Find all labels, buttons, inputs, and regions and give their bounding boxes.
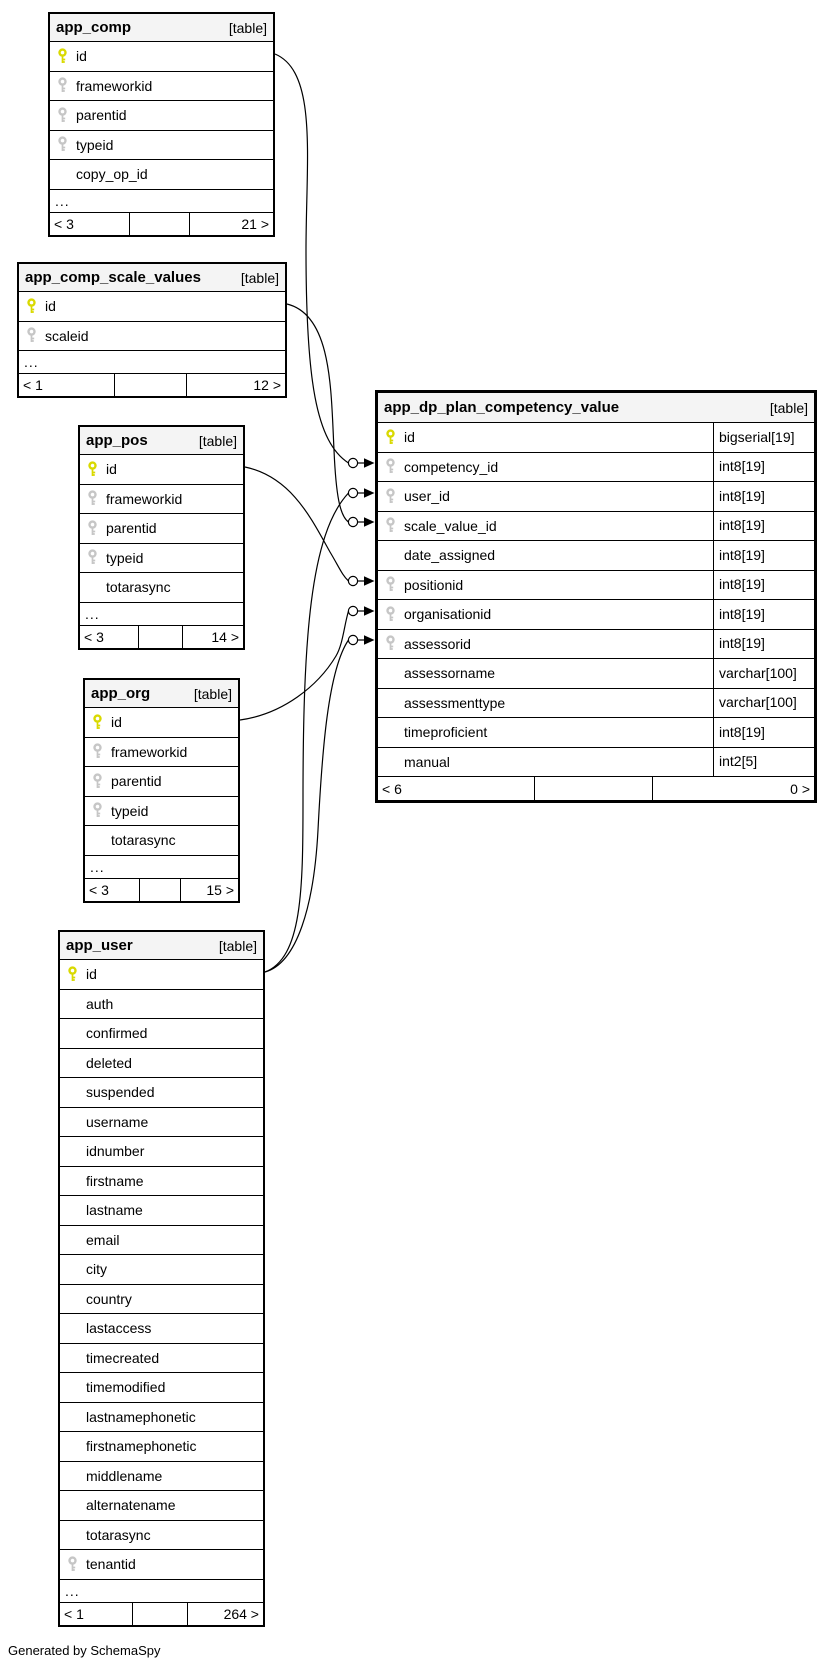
key-icon	[67, 966, 78, 983]
key-icon-slot	[60, 1261, 84, 1278]
key-icon	[92, 773, 103, 790]
footer-spacer	[130, 213, 190, 235]
truncated-columns-row	[80, 602, 243, 625]
table-type-tag: [table]	[228, 19, 267, 36]
column-row	[378, 422, 814, 452]
key-icon	[385, 458, 396, 475]
column-type: int8[19]	[713, 599, 770, 629]
table-footer	[80, 625, 243, 648]
row-count: 264 >	[223, 1605, 259, 1622]
column-name: deleted	[86, 1054, 132, 1071]
key-icon	[92, 802, 103, 819]
column-type: int2[5]	[713, 747, 762, 777]
column-list	[378, 422, 814, 776]
column-name: typeid	[76, 136, 114, 153]
column-name: email	[86, 1231, 120, 1248]
column-name: username	[86, 1113, 149, 1130]
key-icon-slot	[19, 327, 43, 344]
key-icon	[385, 488, 396, 505]
column-row	[378, 511, 814, 541]
key-icon	[87, 461, 98, 478]
column-name: firstnamephonetic	[86, 1438, 197, 1455]
table-type-tag: [table]	[240, 269, 279, 286]
column-row	[60, 1343, 263, 1373]
table-header[interactable]	[50, 14, 273, 41]
column-type: int8[19]	[713, 540, 770, 570]
connector-app_comp_scale_values.id-to-app_dp_plan_competency_value.scale_value_id	[287, 304, 375, 527]
column-row	[60, 1313, 263, 1343]
column-type: varchar[100]	[713, 688, 802, 718]
connector-app_user.id-to-app_dp_plan_competency_value.assessorid	[265, 635, 375, 972]
column-list	[60, 959, 263, 1602]
parent-count: < 3	[80, 626, 139, 648]
column-name: middlename	[86, 1467, 163, 1484]
key-icon-slot	[60, 966, 84, 983]
table-app_user[interactable]	[58, 930, 265, 1627]
column-row	[80, 543, 243, 573]
table-name[interactable]: app_comp_scale_values	[25, 269, 201, 286]
generated-by-note: Generated by SchemaSpy	[8, 1643, 161, 1658]
footer-spacer	[139, 626, 183, 648]
key-icon-slot	[80, 490, 104, 507]
key-icon	[57, 77, 68, 94]
column-row	[60, 1372, 263, 1402]
footer-spacer	[535, 777, 653, 800]
key-icon	[385, 429, 396, 446]
column-row	[60, 1048, 263, 1078]
column-row	[378, 540, 814, 570]
column-name: idnumber	[86, 1143, 145, 1160]
key-icon-slot	[50, 166, 74, 183]
column-row	[60, 1549, 263, 1579]
column-row	[60, 1490, 263, 1520]
column-row	[378, 599, 814, 629]
column-name: totarasync	[106, 579, 171, 596]
key-icon-slot	[80, 549, 104, 566]
row-count: 21 >	[241, 215, 269, 232]
column-row	[378, 629, 814, 659]
column-list	[80, 454, 243, 625]
column-name: timeproficient	[404, 724, 488, 741]
column-name: assessorname	[404, 665, 496, 682]
column-name: parentid	[76, 107, 127, 124]
column-name: ...	[85, 605, 100, 622]
column-name: lastaccess	[86, 1320, 152, 1337]
column-name: totarasync	[86, 1526, 151, 1543]
row-count: 12 >	[253, 377, 281, 393]
key-icon-slot	[378, 724, 402, 741]
key-icon-slot	[378, 606, 402, 623]
table-type-tag: [table]	[218, 937, 257, 954]
truncated-columns-row	[60, 1579, 263, 1602]
connector-app_org.id-to-app_dp_plan_competency_value.organisationid	[240, 606, 375, 720]
connector-app_pos.id-to-app_dp_plan_competency_value.positionid	[245, 467, 375, 586]
column-type: int8[19]	[713, 481, 770, 511]
parent-count: < 3	[85, 879, 140, 901]
column-name: ...	[65, 1582, 80, 1599]
column-row	[60, 1254, 263, 1284]
column-name: date_assigned	[404, 547, 496, 564]
column-name: parentid	[111, 773, 162, 790]
key-icon	[385, 576, 396, 593]
column-row	[50, 130, 273, 160]
table-footer	[50, 212, 273, 235]
column-list	[50, 41, 273, 212]
column-row	[60, 1461, 263, 1491]
column-row	[50, 159, 273, 189]
key-icon-slot	[50, 136, 74, 153]
column-name: frameworkid	[76, 77, 153, 94]
key-icon-slot	[60, 1349, 84, 1366]
table-footer	[19, 373, 285, 396]
key-icon-slot	[60, 1526, 84, 1543]
column-name: suspended	[86, 1084, 155, 1101]
key-icon	[92, 714, 103, 731]
column-row	[378, 481, 814, 511]
column-row	[60, 1520, 263, 1550]
key-icon-slot	[50, 77, 74, 94]
table-name[interactable]: app_user	[66, 937, 133, 954]
column-row	[60, 1195, 263, 1225]
key-icon-slot	[378, 665, 402, 682]
table-header[interactable]	[60, 932, 263, 959]
column-list	[19, 291, 285, 373]
column-name: scale_value_id	[404, 517, 497, 534]
column-row	[60, 959, 263, 989]
key-icon	[385, 635, 396, 652]
footer-spacer	[133, 1603, 188, 1625]
column-name: frameworkid	[106, 490, 183, 507]
column-name: typeid	[111, 802, 149, 819]
column-row	[85, 796, 238, 826]
key-icon	[67, 1556, 78, 1573]
key-icon-slot	[80, 461, 104, 478]
key-icon-slot	[378, 753, 402, 770]
key-icon-slot	[85, 743, 109, 760]
key-icon-slot	[378, 694, 402, 711]
key-icon-slot	[60, 995, 84, 1012]
column-type: int8[19]	[713, 629, 770, 659]
key-icon-slot	[80, 520, 104, 537]
column-row	[80, 513, 243, 543]
column-name: user_id	[404, 488, 450, 505]
column-type: bigserial[19]	[713, 422, 800, 452]
key-icon-slot	[60, 1084, 84, 1101]
column-row	[50, 71, 273, 101]
parent-count: < 1	[60, 1603, 133, 1625]
column-row	[60, 1225, 263, 1255]
column-row	[60, 1284, 263, 1314]
table-name[interactable]: app_org	[91, 685, 151, 702]
column-name: tenantid	[86, 1556, 136, 1573]
column-row	[378, 717, 814, 747]
table-name[interactable]: app_comp	[56, 19, 132, 36]
key-icon	[57, 48, 68, 65]
column-row	[60, 1402, 263, 1432]
column-row	[50, 100, 273, 130]
column-name: timecreated	[86, 1349, 160, 1366]
column-row	[378, 658, 814, 688]
key-icon	[87, 490, 98, 507]
column-name: confirmed	[86, 1025, 148, 1042]
connector-app_user.id-to-app_dp_plan_competency_value.user_id	[265, 488, 375, 972]
parent-count: < 6	[378, 777, 535, 800]
column-row	[378, 452, 814, 482]
column-name: id	[76, 48, 87, 65]
key-icon-slot	[60, 1143, 84, 1160]
column-name: manual	[404, 753, 450, 770]
key-icon-slot	[85, 802, 109, 819]
column-name: assessmenttype	[404, 694, 506, 711]
column-name: id	[111, 714, 122, 731]
row-count: 15 >	[206, 881, 234, 898]
table-header[interactable]	[378, 393, 814, 422]
key-icon-slot	[19, 298, 43, 315]
key-icon	[87, 549, 98, 566]
column-row	[19, 321, 285, 351]
table-name[interactable]: app_dp_plan_competency_value	[384, 399, 620, 416]
key-icon-slot	[60, 1202, 84, 1219]
key-icon-slot	[60, 1025, 84, 1042]
column-row	[60, 1077, 263, 1107]
column-type: int8[19]	[713, 452, 770, 482]
truncated-columns-row	[19, 350, 285, 373]
key-icon-slot	[378, 429, 402, 446]
table-footer	[378, 776, 814, 800]
key-icon-slot	[60, 1231, 84, 1248]
column-name: copy_op_id	[76, 166, 148, 183]
column-name: organisationid	[404, 606, 492, 623]
column-row	[378, 570, 814, 600]
key-icon-slot	[85, 832, 109, 849]
footer-spacer	[140, 879, 181, 901]
column-name: ...	[24, 354, 39, 370]
column-name: competency_id	[404, 458, 499, 475]
column-row	[378, 747, 814, 777]
column-name: parentid	[106, 520, 157, 537]
column-name: timemodified	[86, 1379, 166, 1396]
table-app_comp[interactable]	[48, 12, 275, 237]
column-name: totarasync	[111, 832, 176, 849]
column-name: typeid	[106, 549, 144, 566]
key-icon-slot	[60, 1556, 84, 1573]
truncated-columns-row	[50, 189, 273, 212]
column-name: positionid	[404, 576, 464, 593]
column-type: varchar[100]	[713, 658, 802, 688]
column-row	[60, 1136, 263, 1166]
table-header[interactable]	[19, 264, 285, 291]
table-app_pos[interactable]	[78, 425, 245, 650]
column-row	[60, 1018, 263, 1048]
column-row	[60, 1431, 263, 1461]
key-icon	[57, 136, 68, 153]
column-name: id	[45, 298, 56, 315]
key-icon-slot	[378, 517, 402, 534]
key-icon-slot	[60, 1497, 84, 1514]
row-count: 0 >	[790, 780, 810, 797]
column-name: firstname	[86, 1172, 144, 1189]
column-row	[60, 1166, 263, 1196]
column-row	[80, 484, 243, 514]
column-name: city	[86, 1261, 107, 1278]
key-icon	[26, 327, 37, 344]
column-name: scaleid	[45, 327, 89, 344]
column-list	[85, 707, 238, 878]
column-name: country	[86, 1290, 132, 1307]
key-icon-slot	[50, 107, 74, 124]
key-icon-slot	[60, 1467, 84, 1484]
key-icon-slot	[378, 458, 402, 475]
column-row	[378, 688, 814, 718]
key-icon-slot	[50, 48, 74, 65]
key-icon-slot	[60, 1379, 84, 1396]
table-name[interactable]: app_pos	[86, 432, 148, 449]
key-icon	[385, 606, 396, 623]
column-name: id	[106, 461, 117, 478]
key-icon-slot	[60, 1290, 84, 1307]
footer-spacer	[115, 374, 187, 396]
column-name: id	[404, 429, 415, 446]
table-type-tag: [table]	[769, 399, 808, 416]
table-app_dp_plan_competency_value[interactable]	[375, 390, 817, 803]
row-count: 14 >	[211, 628, 239, 645]
parent-count: < 3	[50, 213, 130, 235]
key-icon-slot	[85, 714, 109, 731]
key-icon-slot	[60, 1113, 84, 1130]
key-icon	[87, 520, 98, 537]
column-row	[85, 766, 238, 796]
column-name: alternatename	[86, 1497, 176, 1514]
connector-app_comp.id-to-app_dp_plan_competency_value.competency_id	[275, 54, 375, 468]
column-name: auth	[86, 995, 114, 1012]
key-icon-slot	[378, 635, 402, 652]
key-icon-slot	[80, 579, 104, 596]
table-type-tag: [table]	[193, 685, 232, 702]
table-header[interactable]	[80, 427, 243, 454]
column-name: lastname	[86, 1202, 143, 1219]
table-header[interactable]	[85, 680, 238, 707]
key-icon	[385, 517, 396, 534]
key-icon	[57, 107, 68, 124]
parent-count: < 1	[19, 374, 115, 396]
table-footer	[60, 1602, 263, 1625]
key-icon	[92, 743, 103, 760]
key-icon-slot	[60, 1054, 84, 1071]
key-icon-slot	[60, 1320, 84, 1337]
column-row	[80, 572, 243, 602]
column-name: ...	[55, 192, 70, 209]
column-type: int8[19]	[713, 570, 770, 600]
table-app_comp_scale_values[interactable]	[17, 262, 287, 398]
column-row	[85, 737, 238, 767]
key-icon	[26, 298, 37, 315]
table-app_org[interactable]	[83, 678, 240, 903]
key-icon-slot	[85, 773, 109, 790]
column-row	[50, 41, 273, 71]
column-row	[60, 989, 263, 1019]
column-name: lastnamephonetic	[86, 1408, 196, 1425]
column-row	[19, 291, 285, 321]
key-icon-slot	[60, 1408, 84, 1425]
column-name: frameworkid	[111, 743, 188, 760]
column-name: assessorid	[404, 635, 471, 652]
column-name: ...	[90, 858, 105, 875]
table-type-tag: [table]	[198, 432, 237, 449]
column-row	[85, 707, 238, 737]
key-icon-slot	[60, 1172, 84, 1189]
column-type: int8[19]	[713, 717, 770, 747]
column-row	[80, 454, 243, 484]
key-icon-slot	[378, 576, 402, 593]
column-row	[60, 1107, 263, 1137]
key-icon-slot	[378, 488, 402, 505]
table-footer	[85, 878, 238, 901]
key-icon-slot	[378, 547, 402, 564]
truncated-columns-row	[85, 855, 238, 878]
column-type: int8[19]	[713, 511, 770, 541]
column-name: id	[86, 966, 97, 983]
key-icon-slot	[60, 1438, 84, 1455]
column-row	[85, 825, 238, 855]
